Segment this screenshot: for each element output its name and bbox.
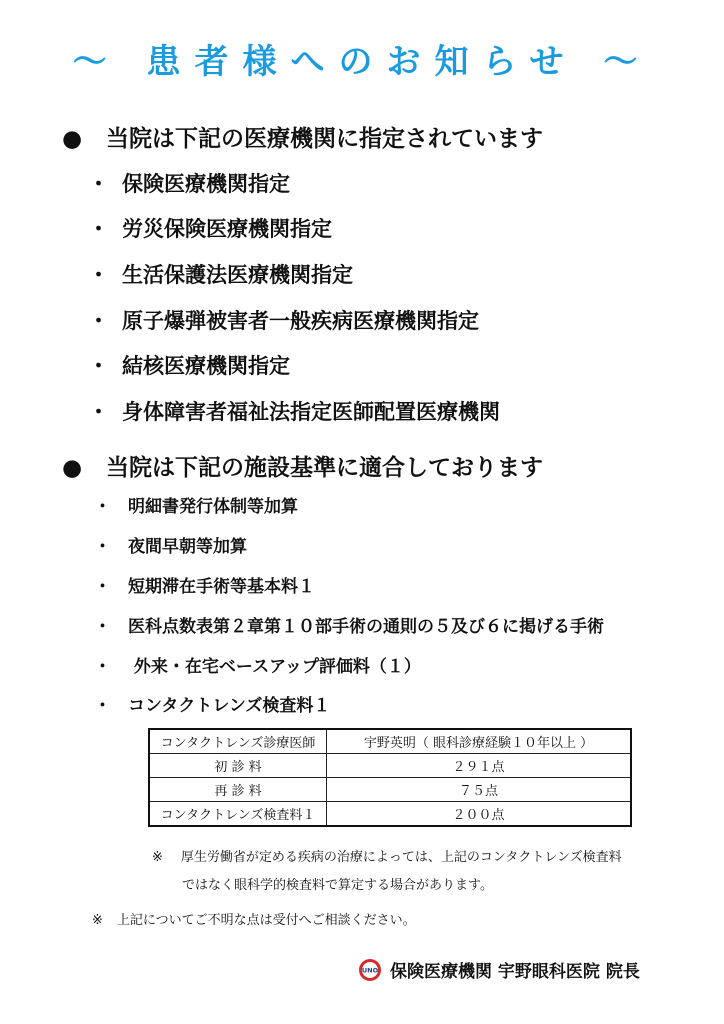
- list-item: ・ 明細書発行体制等加算: [94, 497, 298, 517]
- footer-text: 保険医療機関 宇野眼科医院 院長: [390, 962, 640, 982]
- note-1: ※ 厚生労働省が定める疾病の治療によっては、上記のコンタクトレンズ検査料: [152, 850, 622, 865]
- table-cell: コンタクトレンズ検査料１: [149, 802, 327, 827]
- table-cell: 再 診 料: [149, 778, 327, 802]
- table-cell: ７５点: [327, 778, 632, 802]
- bullet-icon: ●: [62, 126, 83, 152]
- table-cell: 初 診 料: [149, 754, 327, 778]
- section2-heading-row: [62, 449, 543, 482]
- table-row: [149, 778, 631, 802]
- page-title: ～ 患者様へのお知らせ ～: [72, 42, 652, 82]
- list-item: ・ 保険医療機関指定: [88, 172, 290, 196]
- section1-heading: 当院は下記の医療機関に指定されています: [106, 126, 543, 152]
- table-row: [149, 754, 631, 778]
- note-mark: ※: [152, 850, 163, 865]
- table-cell: ２９１点: [327, 754, 632, 778]
- section1-heading-row: [62, 120, 543, 153]
- table-cell: ２００点: [327, 802, 632, 827]
- list-item: ・ 夜間早朝等加算: [94, 537, 247, 557]
- list-item: ・ 原子爆弾被害者一般疾病医療機関指定: [88, 309, 479, 333]
- list-item: ・ 身体障害者福祉法指定医師配置医療機関: [88, 400, 500, 424]
- table-row: [149, 802, 631, 827]
- list-item: ・ 生活保護法医療機関指定: [88, 263, 353, 287]
- list-item: ・ 医科点数表第２章第１０部手術の通則の５及び６に掲げる手術: [94, 617, 604, 637]
- footer-signature: [358, 957, 640, 982]
- section2-heading: 当院は下記の施設基準に適合しております: [106, 455, 543, 481]
- logo-text: UNO: [361, 966, 379, 974]
- list-item: ・ コンタクトレンズ検査料１: [94, 696, 331, 716]
- clinic-logo-icon: [358, 958, 382, 982]
- note-2: ※ 上記についてご不明な点は受付へご相談ください。: [92, 913, 416, 928]
- list-item: ・ 外来・在宅ベースアップ評価料（１）: [94, 657, 421, 677]
- note-mark: ※: [92, 913, 103, 928]
- note-1-continued: ではなく眼科学的検査料で算定する場合があります。: [182, 878, 493, 893]
- table-cell: コンタクトレンズ診療医師: [149, 729, 327, 754]
- table-row: [149, 729, 631, 754]
- list-item: ・ 結核医療機関指定: [88, 354, 290, 378]
- list-item: ・ 短期滞在手術等基本料１: [94, 577, 315, 597]
- list-item: ・ 労災保険医療機関指定: [88, 217, 332, 241]
- fee-table: [148, 728, 632, 827]
- bullet-icon: ●: [62, 455, 83, 481]
- table-cell: 宇野英明（ 眼科診療経験１０年以上 ）: [327, 729, 632, 754]
